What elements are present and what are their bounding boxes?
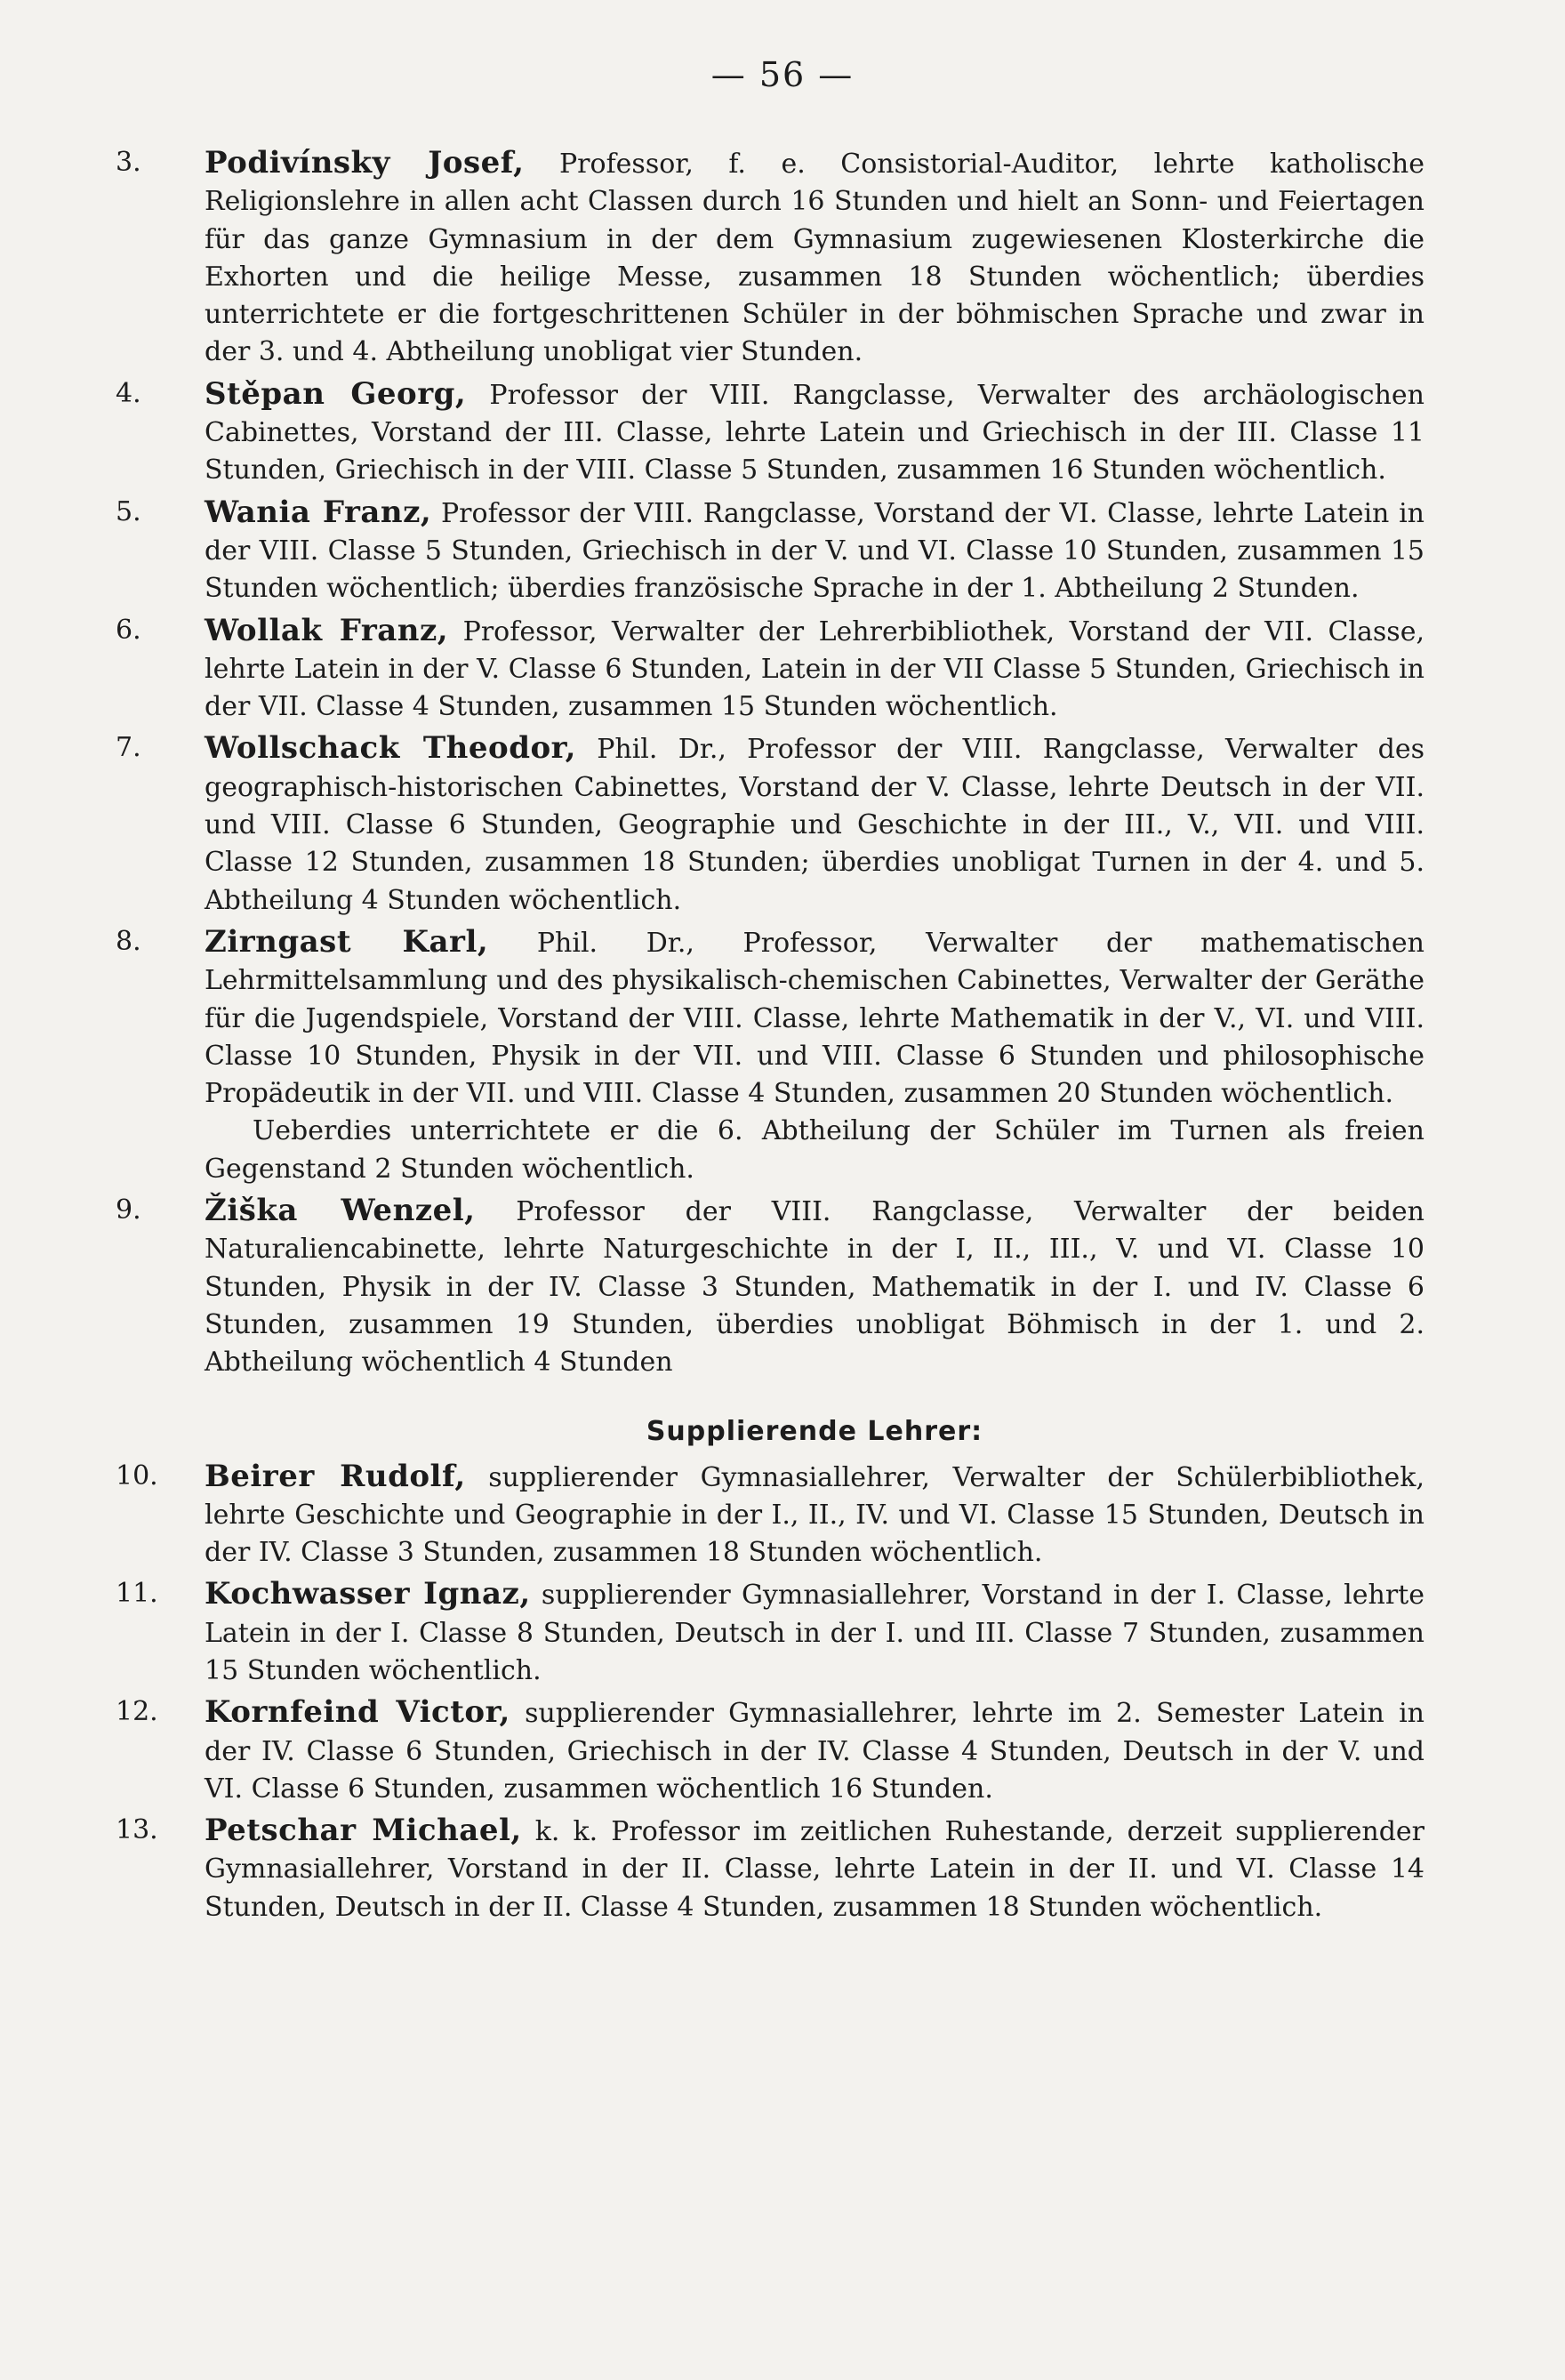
entry-number: 11. bbox=[116, 1578, 158, 1610]
teacher-name: Kochwasser Ignaz, bbox=[205, 1576, 531, 1612]
teacher-name: Petschar Michael, bbox=[205, 1813, 522, 1849]
list-item bbox=[116, 612, 1425, 727]
entry-number: 12. bbox=[116, 1696, 158, 1728]
teacher-name: Wollak Franz, bbox=[205, 612, 449, 648]
entry-text: Professor, Verwalter der Lehrerbibliothek, Vorstand der VII. Classe, lehrte Latein in der V. Classe 6 Stunden, Latein in der VII Classe 5 Stunden, Griechisch in der VII. Classe 4 Stunden, zusammen 15 Stunden wöchentlich. bbox=[205, 615, 1425, 723]
list-item bbox=[116, 1192, 1425, 1381]
entry-text: supplierender Gymnasiallehrer, Verwalter der Schülerbibliothek, lehrte Geschichte und Geographie in der I., II., IV. und VI. Classe 15 Stunden, Deutsch in der IV. Classe 3 Stunden, zusammen 18 Stunden wöchentlich. bbox=[205, 1461, 1425, 1569]
entry-text: Professor, f. e. Consistorial-Auditor, lehrte katholische Religionslehre in allen acht Classen durch 16 Stunden und hielt an Sonn- und Feiertagen für das ganze Gymnasium in der dem Gymnasium zugewiesenen Klosterkirche die Exhorten und die heilige Messe, zusammen 18 Stunden wöchentlich; überdies unterrichtete er die fortgeschrittenen Schüler in der böhmischen Sprache und zwar in der 3. und 4. Abtheilung unobligat vier Stunden. bbox=[205, 149, 1425, 368]
entry-number: 9. bbox=[116, 1194, 141, 1226]
page-number: — 56 — bbox=[710, 55, 855, 94]
entry-number: 8. bbox=[116, 925, 141, 957]
entry-text: k. k. Professor im zeitlichen Ruhestande, derzeit supplierender Gymnasiallehrer, Vorstand in der II. Classe, lehrte Latein in der II. und VI. Classe 14 Stunden, Deutsch in der II. Classe 4 Stunden, zusammen 18 Stunden wöchentlich. bbox=[205, 1816, 1425, 1923]
entry-list bbox=[116, 144, 1425, 1930]
entry-number: 10. bbox=[116, 1459, 158, 1492]
entry-note: Ueberdies unterrichtete er die 6. Abtheilung der Schüler im Turnen als freien Gegenstand 2 Stunden wöchentlich. bbox=[205, 1115, 1425, 1185]
teacher-name: Wollschack Theodor, bbox=[205, 730, 576, 767]
list-item bbox=[116, 923, 1425, 1188]
list-item bbox=[116, 494, 1425, 608]
entry-number: 3. bbox=[116, 147, 141, 178]
entry-text: Professor der VIII. Rangclasse, Verwalter der beiden Naturaliencabinette, lehrte Naturgeschichte in der I, II., III., V. und VI. Classe 10 Stunden, Physik in der IV. Classe 3 Stunden, Mathematik in der I. und IV. Classe 6 Stunden, zusammen 19 Stunden, überdies unobligat Böhmisch in der 1. und 2. Abtheilung wöchentlich 4 Stunden bbox=[205, 1196, 1425, 1379]
list-item bbox=[116, 1693, 1425, 1808]
list-item bbox=[116, 1458, 1425, 1572]
entry-number: 4. bbox=[116, 377, 141, 409]
entry-text: Professor der VIII. Rangclasse, Verwalter des archäologischen Cabinettes, Vorstand der III. Classe, lehrte Latein und Griechisch in der III. Classe 11 Stunden, Griechisch in der VIII. Classe 5 Stunden, zusammen 16 Stunden wöchentlich. bbox=[205, 379, 1425, 486]
entry-number: 6. bbox=[116, 614, 141, 646]
entry-number: 13. bbox=[116, 1814, 158, 1846]
teacher-name: Podivínsky Josef, bbox=[205, 145, 525, 181]
entry-text: Professor der VIII. Rangclasse, Vorstand der VI. Classe, lehrte Latein in der VIII. Classe 5 Stunden, Griechisch in der V. und VI. Classe 10 Stunden, zusammen 15 Stunden wöchentlich; überdies französische Sprache in der 1. Abtheilung 2 Stunden. bbox=[205, 497, 1425, 605]
teacher-name: Beirer Rudolf, bbox=[205, 1458, 466, 1494]
teacher-name: Stěpan Georg, bbox=[205, 375, 467, 412]
entry-text: supplierender Gymnasiallehrer, Vorstand in der I. Classe, lehrte Latein in der I. Classe 8 Stunden, Deutsch in der I. und III. Classe 7 Stunden, zusammen 15 Stunden wöchentlich. bbox=[205, 1580, 1425, 1686]
list-item bbox=[116, 1575, 1425, 1690]
section-heading: Supplierende Lehrer: bbox=[646, 1415, 983, 1447]
entry-text: Phil. Dr., Professor, Verwalter der mathematischen Lehrmittelsammlung und des physikalisch-chemischen Cabinettes, Verwalter der Geräthe für die Jugendspiele, Vorstand der VIII. Classe, lehrte Mathematik in der V., VI. und VIII. Classe 10 Stunden, Physik in der VII. und VIII. Classe 6 Stunden und philosophische Propädeutik in der VII. und VIII. Classe 4 Stunden, zusammen 20 Stunden wöchentlich. bbox=[205, 927, 1425, 1110]
teacher-name: Kornfeind Victor, bbox=[205, 1694, 510, 1731]
list-item bbox=[116, 144, 1425, 372]
entry-number: 7. bbox=[116, 732, 141, 764]
entry-number: 5. bbox=[116, 495, 141, 527]
entry-text: supplierender Gymnasiallehrer, lehrte im 2. Semester Latein in der IV. Classe 6 Stunden, Griechisch in der IV. Classe 4 Stunden, Deutsch in der V. und VI. Classe 6 Stunden, zusammen wöchentlich 16 Stunden. bbox=[205, 1698, 1425, 1805]
entry-text: Phil. Dr., Professor der VIII. Rangclasse, Verwalter des geographisch-historischen Cabinettes, Vorstand der V. Classe, lehrte Deutsch in der VII. und VIII. Classe 6 Stunden, Geographie und Geschichte in der III., V., VII. und VIII. Classe 12 Stunden, zusammen 18 Stunden; überdies unobligat Turnen in der 4. und 5. Abtheilung 4 Stunden wöchentlich. bbox=[205, 734, 1425, 916]
list-item bbox=[116, 729, 1425, 919]
list-item bbox=[116, 1812, 1425, 1926]
list-item bbox=[116, 375, 1425, 490]
teacher-name: Žiška Wenzel, bbox=[205, 1193, 476, 1229]
teacher-name: Zirngast Karl, bbox=[205, 923, 489, 960]
teacher-name: Wania Franz, bbox=[205, 494, 432, 530]
